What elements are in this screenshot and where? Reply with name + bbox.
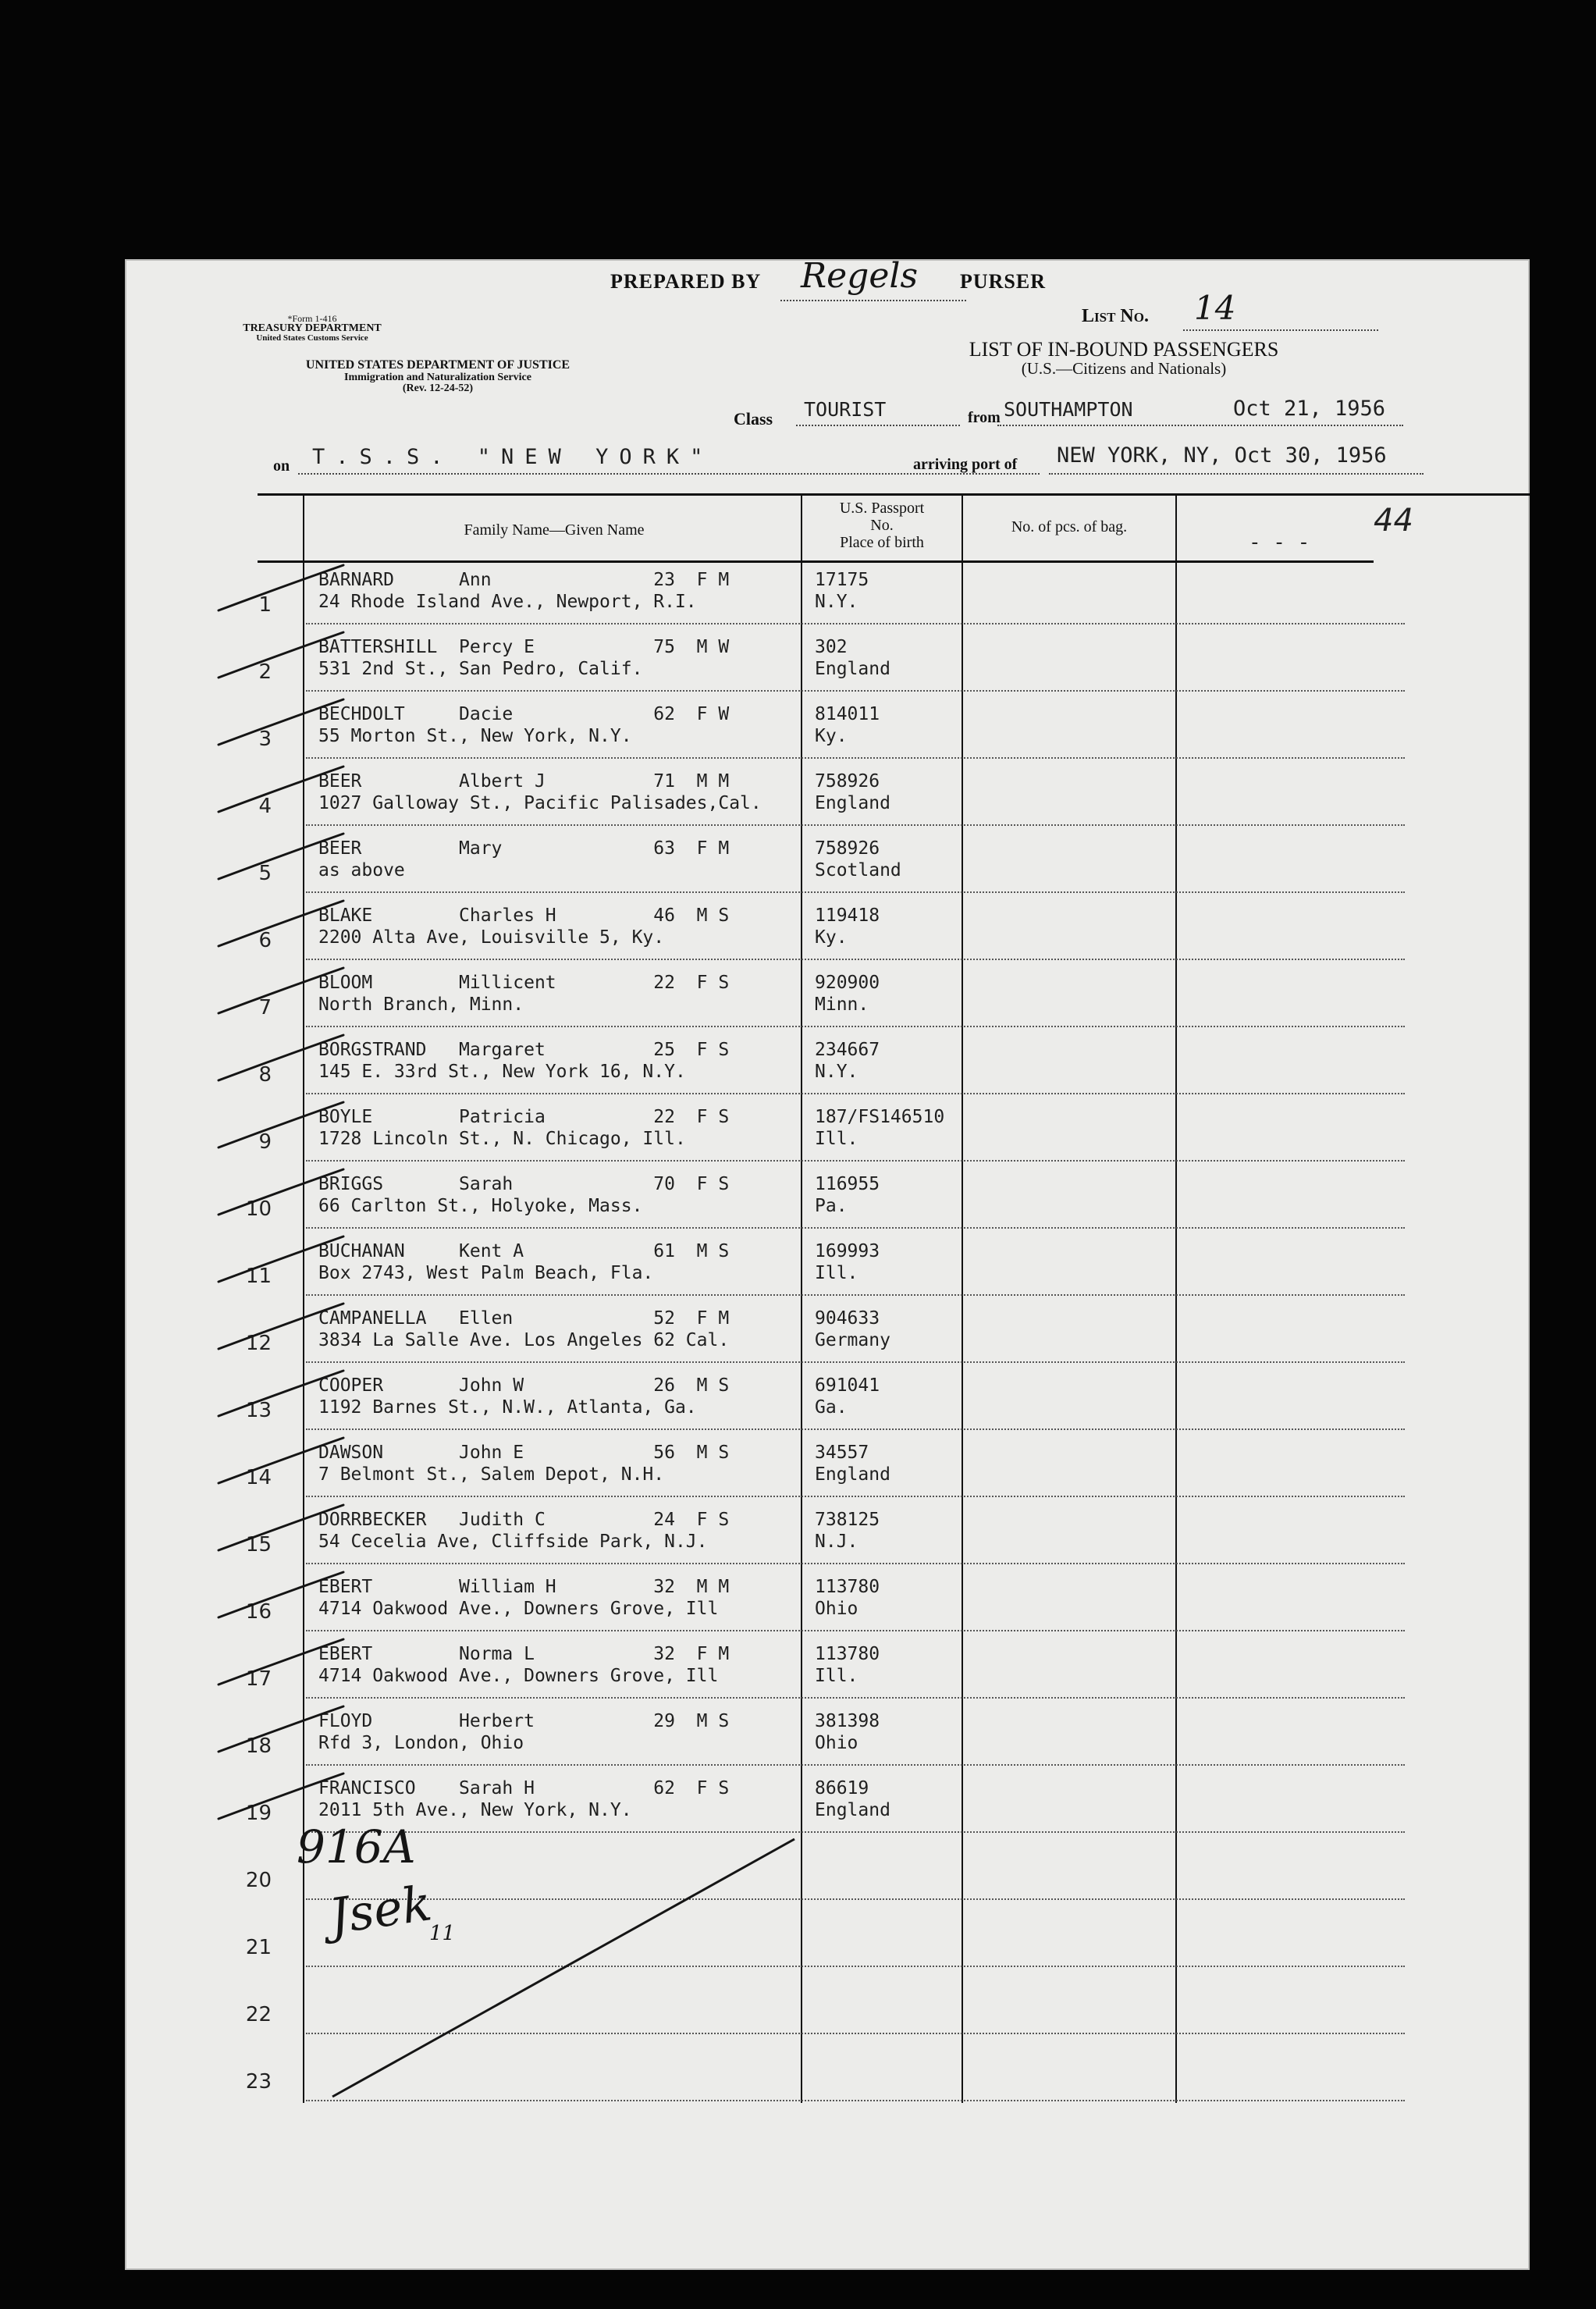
passport-header-line1: U.S. Passport	[839, 500, 925, 517]
check-mark	[219, 1169, 343, 1215]
passport-number: 691041	[815, 1375, 880, 1396]
row-number: 23	[245, 2070, 272, 2094]
list-title: LIST OF IN-BOUND PASSENGERS	[969, 338, 1279, 361]
passport-number: 758926	[815, 771, 880, 792]
passenger-address: 1027 Galloway St., Pacific Palisades,Cal.	[318, 793, 762, 813]
passenger-name: CAMPANELLA Ellen 52 F M	[318, 1308, 730, 1329]
handwritten-code: 916A	[297, 1820, 416, 1873]
row-number: 7	[258, 996, 272, 1019]
row-number: 12	[245, 1332, 272, 1355]
passenger-address: 2011 5th Ave., New York, N.Y.	[318, 1800, 632, 1820]
passport-number: 34557	[815, 1443, 869, 1463]
check-mark	[219, 1774, 343, 1819]
check-mark	[219, 1035, 343, 1080]
place-of-birth: England	[815, 659, 890, 679]
row-number: 6	[258, 929, 272, 952]
row-number: 5	[258, 862, 272, 885]
passenger-name: BECHDOLT Dacie 62 F W	[318, 704, 730, 724]
passenger-name: EBERT William H 32 M M	[318, 1577, 730, 1597]
passport-number: 904633	[815, 1308, 880, 1329]
passenger-name: BLOOM Millicent 22 F S	[318, 973, 730, 993]
passenger-address: 531 2nd St., San Pedro, Calif.	[318, 659, 643, 679]
place-of-birth: Germany	[815, 1330, 890, 1350]
passenger-address: Box 2743, West Palm Beach, Fla.	[318, 1263, 654, 1283]
passport-number: 169993	[815, 1241, 880, 1261]
place-of-birth: N.Y.	[815, 592, 858, 612]
row-number: 17	[245, 1667, 272, 1691]
passport-number: 381398	[815, 1711, 880, 1731]
passenger-name: BORGSTRAND Margaret 25 F S	[318, 1040, 730, 1060]
passenger-address: North Branch, Minn.	[318, 994, 524, 1015]
passenger-name: FRANCISCO Sarah H 62 F S	[318, 1778, 730, 1798]
from-value: SOUTHAMPTON	[1004, 398, 1133, 421]
on-label: on	[273, 457, 290, 475]
passport-number: 302	[815, 637, 848, 657]
purser-name: Regels	[801, 256, 919, 296]
passport-number: 86619	[815, 1778, 869, 1798]
row-number: 2	[258, 660, 272, 684]
place-of-birth: Pa.	[815, 1196, 848, 1216]
class-value: TOURIST	[804, 398, 887, 421]
row-number: 20	[245, 1869, 272, 1892]
passport-number: 113780	[815, 1644, 880, 1664]
justice-department: UNITED STATES DEPARTMENT OF JUSTICE	[305, 358, 571, 372]
place-of-birth: Ill.	[815, 1263, 858, 1283]
passenger-address: 2200 Alta Ave, Louisville 5, Ky.	[318, 927, 665, 948]
place-of-birth: England	[815, 793, 890, 813]
class-label: Class	[734, 409, 773, 429]
signature-mark: 11	[429, 1922, 456, 1945]
passenger-address: 145 E. 33rd St., New York 16, N.Y.	[318, 1062, 686, 1082]
void-slash-line	[332, 1839, 794, 2097]
check-mark	[219, 1505, 343, 1550]
dash-marks: - - -	[1249, 531, 1310, 554]
check-mark	[219, 1371, 343, 1416]
passenger-address: 3834 La Salle Ave. Los Angeles 62 Cal.	[318, 1330, 730, 1350]
passport-number: 814011	[815, 704, 880, 724]
passenger-name: BLAKE Charles H 46 M S	[318, 905, 730, 926]
passport-number: 758926	[815, 838, 880, 859]
list-no-value: 14	[1194, 289, 1236, 327]
check-mark	[219, 1102, 343, 1147]
place-of-birth: N.J.	[815, 1532, 858, 1552]
check-mark	[219, 699, 343, 745]
passenger-name: BRIGGS Sarah 70 F S	[318, 1174, 730, 1194]
column-header-name: Family Name—Given Name	[464, 521, 645, 539]
passenger-name: DAWSON John E 56 M S	[318, 1443, 730, 1463]
row-number: 18	[245, 1734, 272, 1758]
row-number: 21	[245, 1936, 272, 1959]
place-of-birth: N.Y.	[815, 1062, 858, 1082]
place-of-birth: England	[815, 1800, 890, 1820]
immigration-service: Immigration and Naturalization Service	[344, 371, 531, 383]
row-number: 22	[245, 2003, 272, 2026]
passenger-address: 4714 Oakwood Ave., Downers Grove, Ill	[318, 1599, 719, 1619]
passenger-name: BUCHANAN Kent A 61 M S	[318, 1241, 730, 1261]
passenger-name: EBERT Norma L 32 F M	[318, 1644, 730, 1664]
passport-header-line2: No.	[870, 517, 894, 534]
column-header-bags: No. of pcs. of bag.	[1011, 518, 1128, 535]
passenger-name: DORRBECKER Judith C 24 F S	[318, 1510, 730, 1530]
passport-number: 119418	[815, 905, 880, 926]
checkmark-overlay	[125, 259, 1530, 2270]
place-of-birth: Ill.	[815, 1666, 858, 1686]
passenger-name: BOYLE Patricia 22 F S	[318, 1107, 730, 1127]
check-mark	[219, 632, 343, 678]
passenger-address: Rfd 3, London, Ohio	[318, 1733, 524, 1753]
row-number: 15	[245, 1533, 272, 1557]
passenger-name: BEER Albert J 71 M M	[318, 771, 730, 792]
passenger-address: 7 Belmont St., Salem Depot, N.H.	[318, 1464, 665, 1485]
passenger-address: 54 Cecelia Ave, Cliffside Park, N.J.	[318, 1532, 708, 1552]
passenger-name: BEER Mary 63 F M	[318, 838, 730, 859]
row-number: 4	[258, 795, 272, 818]
passenger-name: BARNARD Ann 23 F M	[318, 570, 730, 590]
row-number: 16	[245, 1600, 272, 1624]
check-mark	[219, 767, 343, 812]
row-number: 8	[258, 1063, 272, 1087]
list-subtitle: (U.S.—Citizens and Nationals)	[1021, 359, 1227, 379]
check-mark	[219, 1706, 343, 1752]
row-number: 13	[245, 1399, 272, 1422]
passport-number: 920900	[815, 973, 880, 993]
place-of-birth: England	[815, 1464, 890, 1485]
page-count: 44	[1374, 503, 1413, 539]
from-label: from	[968, 409, 1001, 426]
handwritten-signature: Jsek	[325, 1874, 435, 1945]
check-mark	[219, 1236, 343, 1282]
departure-date: Oct 21, 1956	[1233, 397, 1386, 421]
purser-label: PURSER	[960, 270, 1047, 293]
arrival-value: NEW YORK, NY, Oct 30, 1956	[1057, 443, 1387, 468]
place-of-birth: Scotland	[815, 860, 901, 881]
row-number: 1	[258, 593, 272, 617]
passport-number: 113780	[815, 1577, 880, 1597]
passenger-address: 1728 Lincoln St., N. Chicago, Ill.	[318, 1129, 686, 1149]
ship-name: T.S.S. "NEW YORK"	[312, 445, 714, 469]
customs-service: United States Customs Service	[256, 333, 368, 343]
passenger-address: 1192 Barnes St., N.W., Atlanta, Ga.	[318, 1397, 697, 1418]
place-of-birth: Ky.	[815, 927, 848, 948]
passenger-name: FLOYD Herbert 29 M S	[318, 1711, 730, 1731]
form-number: *Form 1-416	[287, 313, 337, 324]
check-mark	[219, 1572, 343, 1617]
check-mark	[219, 968, 343, 1013]
revision: (Rev. 12-24-52)	[402, 382, 474, 395]
check-mark	[219, 565, 343, 610]
place-of-birth: Ky.	[815, 726, 848, 746]
place-of-birth: Ohio	[815, 1599, 858, 1619]
manifest-page	[125, 256, 1530, 2270]
row-number: 10	[245, 1197, 272, 1221]
place-of-birth: Ill.	[815, 1129, 858, 1149]
list-no-label: List No.	[1082, 306, 1149, 326]
passport-number: 187/FS146510	[815, 1107, 945, 1127]
row-number: 14	[245, 1466, 272, 1489]
passenger-address: 24 Rhode Island Ave., Newport, R.I.	[318, 592, 697, 612]
passenger-address: 4714 Oakwood Ave., Downers Grove, Ill	[318, 1666, 719, 1686]
check-mark	[219, 901, 343, 946]
place-of-birth: Ohio	[815, 1733, 858, 1753]
passenger-name: BATTERSHILL Percy E 75 M W	[318, 637, 730, 657]
check-mark	[219, 1639, 343, 1685]
passenger-address: as above	[318, 860, 405, 881]
arriving-label: arriving port of	[913, 456, 1018, 473]
row-number: 9	[258, 1130, 272, 1154]
passport-number: 234667	[815, 1040, 880, 1060]
passport-number: 116955	[815, 1174, 880, 1194]
passenger-address: 55 Morton St., New York, N.Y.	[318, 726, 632, 746]
treasury-department: TREASURY DEPARTMENT	[243, 322, 382, 334]
check-mark	[219, 834, 343, 879]
row-number: 11	[245, 1265, 272, 1288]
place-of-birth: Minn.	[815, 994, 869, 1015]
row-number: 19	[245, 1802, 272, 1825]
check-mark	[219, 1304, 343, 1349]
prepared-by-label: PREPARED BY	[610, 270, 762, 293]
row-number: 3	[258, 728, 272, 751]
passenger-address: 66 Carlton St., Holyoke, Mass.	[318, 1196, 643, 1216]
passport-number: 738125	[815, 1510, 880, 1530]
passport-header-line3: Place of birth	[840, 534, 924, 551]
passenger-name: COOPER John W 26 M S	[318, 1375, 730, 1396]
place-of-birth: Ga.	[815, 1397, 848, 1418]
passport-number: 17175	[815, 570, 869, 590]
check-mark	[219, 1438, 343, 1483]
